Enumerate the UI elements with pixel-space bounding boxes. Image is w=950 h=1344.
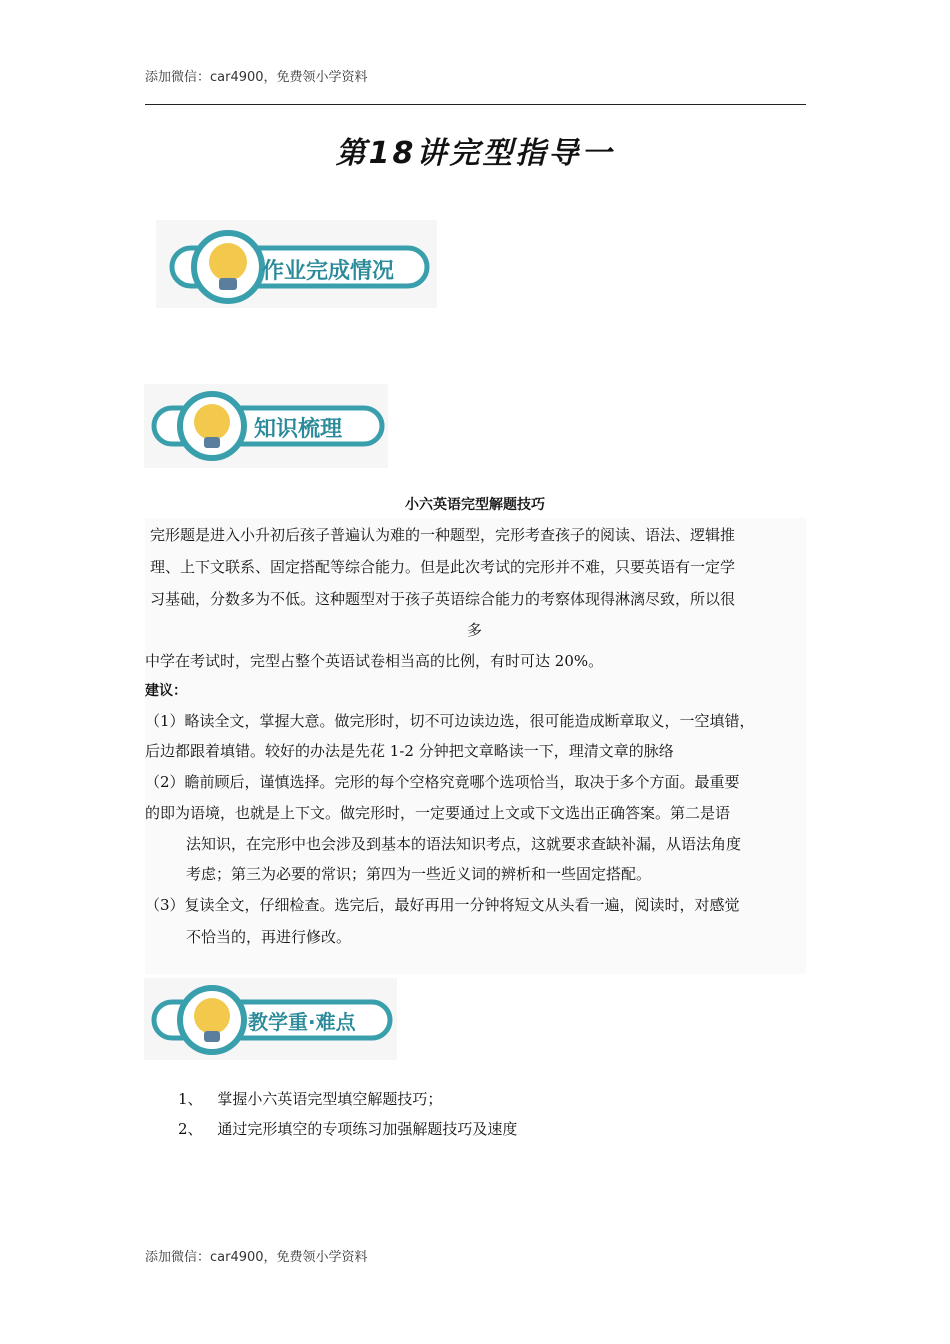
page-header: 添加微信：car4900，免费领小学资料 <box>145 70 368 85</box>
list-item <box>178 1088 442 1109</box>
header-rule <box>145 104 806 105</box>
advice-line: 后边都跟着填错。较好的办法是先花 1-2 分钟把文章略读一下，理清文章的脉络 <box>145 742 674 760</box>
list-item-number: 1、 <box>178 1090 203 1108</box>
banner-keypoints-label: 教学重·难点 <box>248 1010 356 1034</box>
intro-line: 中学在考试时，完型占整个英语试卷相当高的比例，有时可达 20%。 <box>145 652 604 670</box>
list-item-text: 掌握小六英语完型填空解题技巧； <box>217 1090 443 1108</box>
advice-line: 的即为语境，也就是上下文。做完形时，一定要通过上文或下文选出正确答案。第二是语 <box>145 804 731 822</box>
banner-homework <box>156 220 437 308</box>
banner-knowledge-label: 知识梳理 <box>254 417 343 442</box>
advice-line: 不恰当的，再进行修改。 <box>186 928 352 946</box>
intro-line: 习基础，分数多为不低。这种题型对于孩子英语综合能力的考察体现得淋漓尽致，所以很 <box>150 590 736 608</box>
intro-line: 多 <box>467 621 483 639</box>
list-item-number: 2、 <box>178 1120 203 1138</box>
advice-line: （2）瞻前顾后，谨慎选择。完形的每个空格究竟哪个选项恰当，取决于多个方面。最重要 <box>145 773 740 791</box>
advice-line: 考虑；第三为必要的常识；第四为一些近义词的辨析和一些固定搭配。 <box>186 865 652 883</box>
advice-line: （1）略读全文，掌握大意。做完形时，切不可边读边选，很可能造成断章取义，一空填错， <box>145 712 755 730</box>
page-footer: 添加微信：car4900，免费领小学资料 <box>145 1250 368 1265</box>
intro-line: 理、上下文联系、固定搭配等综合能力。但是此次考试的完形并不难，只要英语有一定学 <box>150 558 736 576</box>
banner-knowledge <box>144 384 388 468</box>
advice-line: 法知识，在完形中也会涉及到基本的语法知识考点，这就要求查缺补漏，从语法角度 <box>186 835 742 853</box>
banner-keypoints <box>144 978 397 1060</box>
advice-line: （3）复读全文，仔细检查。选完后，最好再用一分钟将短文从头看一遍，阅读时，对感觉 <box>145 896 740 914</box>
advice-label: 建议： <box>145 683 187 699</box>
page-title: 第18讲完型指导一 <box>335 136 615 171</box>
intro-line: 完形题是进入小升初后孩子普遍认为难的一种题型，完形考查孩子的阅读、语法、逻辑推 <box>150 526 736 544</box>
list-item <box>178 1118 517 1139</box>
list-item-text: 通过完形填空的专项练习加强解题技巧及速度 <box>217 1120 518 1138</box>
banner-homework-label: 作业完成情况 <box>262 259 395 284</box>
knowledge-heading: 小六英语完型解题技巧 <box>405 497 545 513</box>
